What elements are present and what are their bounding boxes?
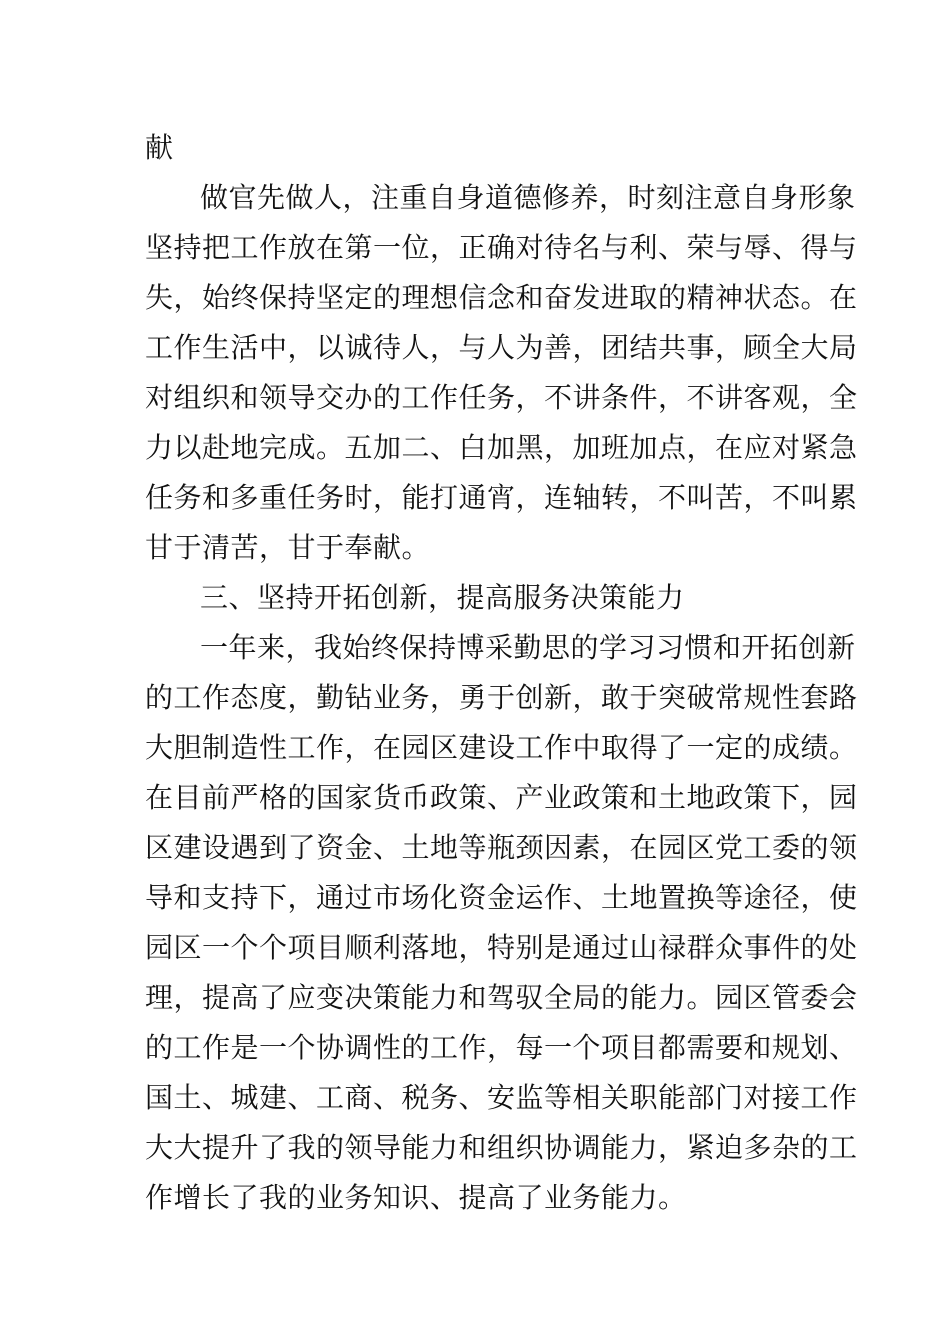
paragraph-line: 一年来，我始终保持博采勤思的学习习惯和开拓创新 [200,631,856,664]
paragraph-line: 导和支持下，通过市场化资金运作、土地置换等途径，使 [145,881,858,914]
text-line-continuation: 献 [145,131,174,164]
paragraph-line: 做官先做人，注重自身道德修养，时刻注意自身形象 [200,181,856,214]
paragraph-line: 的工作态度，勤钻业务，勇于创新，敢于突破常规性套路 [145,681,858,714]
paragraph-line: 甘于清苦，甘于奉献。 [145,531,431,564]
paragraph-line: 国土、城建、工商、税务、安监等相关职能部门对接工作 [145,1081,858,1114]
paragraph-line: 失，始终保持坚定的理想信念和奋发进取的精神状态。在 [145,281,858,314]
paragraph-line: 作增长了我的业务知识、提高了业务能力。 [145,1181,687,1214]
paragraph-line: 在目前严格的国家货币政策、产业政策和土地政策下，园 [145,781,858,814]
paragraph-line: 大胆制造性工作，在园区建设工作中取得了一定的成绩。 [145,731,858,764]
paragraph-line: 任务和多重任务时，能打通宵，连轴转，不叫苦，不叫累 [145,481,858,514]
section-heading: 三、坚持开拓创新，提高服务决策能力 [200,581,685,614]
paragraph-line: 园区一个个项目顺利落地，特别是通过山禄群众事件的处 [145,931,858,964]
paragraph-line: 的工作是一个协调性的工作，每一个项目都需要和规划、 [145,1031,858,1064]
paragraph-line: 坚持把工作放在第一位，正确对待名与利、荣与辱、得与 [145,231,858,264]
paragraph-line: 大大提升了我的领导能力和组织协调能力，紧迫多杂的工 [145,1131,858,1164]
paragraph-line: 工作生活中，以诚待人，与人为善，团结共事，顾全大局 [145,331,858,364]
paragraph-line: 理，提高了应变决策能力和驾驭全局的能力。园区管委会 [145,981,858,1014]
paragraph-line: 区建设遇到了资金、土地等瓶颈因素，在园区党工委的领 [145,831,858,864]
paragraph-line: 力以赴地完成。五加二、白加黑，加班加点，在应对紧急 [145,431,858,464]
paragraph-line: 对组织和领导交办的工作任务，不讲条件，不讲客观，全 [145,381,858,414]
